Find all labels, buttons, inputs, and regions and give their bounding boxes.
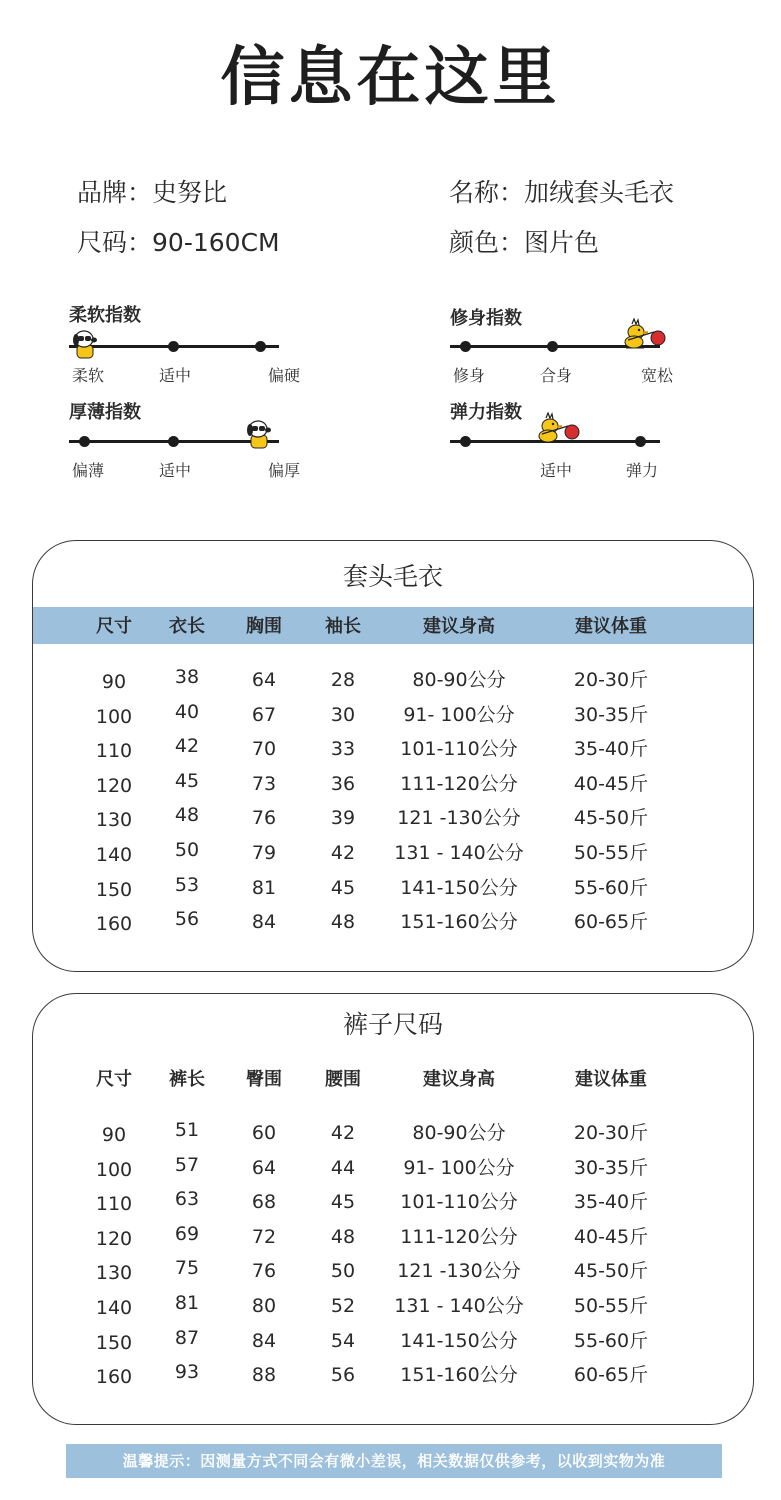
fit-index-title: 修身指数 xyxy=(450,308,522,329)
pants-cell-height: 131 - 140公分 xyxy=(394,1295,524,1317)
pants-cell-height: 141-150公分 xyxy=(400,1329,518,1352)
fit-label-loose: 宽松 xyxy=(640,366,674,385)
sweater-size-card xyxy=(32,540,754,972)
woodstock-icon xyxy=(536,412,580,446)
pants-cell-chest: 72 xyxy=(251,1225,277,1248)
tip-banner: 温馨提示：因测量方式不同会有微小差误，相关数据仅供参考，以收到实物为准 xyxy=(66,1444,722,1478)
sweater-header-size: 尺寸 xyxy=(96,616,132,637)
fit-dot-left xyxy=(460,341,471,352)
sweater-header-chest: 胸围 xyxy=(246,616,282,637)
softness-dot-right xyxy=(255,341,266,352)
fit-label-slim: 修身 xyxy=(452,366,486,385)
pants-cell-height: 151-160公分 xyxy=(400,1364,518,1387)
sweater-cell-weight: 40-45斤 xyxy=(573,772,649,795)
pants-cell-sleeve: 54 xyxy=(330,1329,356,1352)
pants-cell-size: 140 xyxy=(95,1297,133,1319)
pants-cell-height: 111-120公分 xyxy=(400,1225,518,1248)
name-info xyxy=(449,178,674,208)
pants-cell-length: 63 xyxy=(174,1188,200,1211)
sweater-cell-size: 130 xyxy=(95,809,133,832)
sweater-cell-sleeve: 45 xyxy=(330,876,356,899)
elasticity-dot-right xyxy=(635,436,646,447)
woodstock-icon xyxy=(622,318,666,352)
sweater-cell-size: 100 xyxy=(95,705,133,728)
sweater-cell-length: 48 xyxy=(174,804,200,827)
pants-cell-length: 57 xyxy=(174,1153,200,1176)
pants-cell-size: 160 xyxy=(95,1366,133,1389)
sweater-cell-sleeve: 33 xyxy=(330,738,356,761)
softness-label-medium: 适中 xyxy=(158,366,192,385)
pants-cell-height: 91- 100公分 xyxy=(403,1156,515,1179)
elasticity-label-medium: 适中 xyxy=(539,461,573,480)
thickness-index-title: 厚薄指数 xyxy=(69,402,141,423)
pants-cell-chest: 84 xyxy=(251,1329,277,1352)
pants-cell-chest: 64 xyxy=(251,1156,277,1179)
pants-cell-weight: 55-60斤 xyxy=(573,1329,649,1352)
color-info xyxy=(449,228,599,258)
sweater-cell-weight: 30-35斤 xyxy=(573,703,649,726)
sweater-cell-weight: 45-50斤 xyxy=(573,807,649,830)
sweater-cell-sleeve: 42 xyxy=(330,842,356,864)
sweater-table-title: 套头毛衣 xyxy=(342,562,443,591)
sweater-cell-length: 42 xyxy=(174,735,200,758)
pants-cell-chest: 80 xyxy=(251,1295,277,1317)
elasticity-dot-left xyxy=(460,436,471,447)
snoopy-icon xyxy=(246,418,276,452)
pants-cell-weight: 45-50斤 xyxy=(573,1260,649,1283)
pants-cell-size: 150 xyxy=(95,1331,133,1354)
name-label: 名称： xyxy=(449,178,525,207)
sweater-cell-sleeve: 30 xyxy=(330,703,356,726)
softness-label-soft: 柔软 xyxy=(71,366,105,385)
pants-cell-length: 75 xyxy=(174,1257,200,1280)
size-value: 90-160CM xyxy=(152,228,280,257)
sweater-cell-sleeve: 48 xyxy=(330,911,356,934)
pants-cell-weight: 30-35斤 xyxy=(573,1156,649,1179)
thickness-label-thin: 偏薄 xyxy=(71,461,105,480)
pants-header-size: 尺寸 xyxy=(96,1069,132,1090)
brand-info xyxy=(77,178,227,208)
pants-size-card xyxy=(32,993,754,1425)
sweater-cell-sleeve: 39 xyxy=(330,807,356,830)
color-label: 颜色： xyxy=(449,228,525,257)
sweater-header-length: 衣长 xyxy=(169,616,205,637)
pants-cell-sleeve: 48 xyxy=(330,1225,356,1248)
sweater-cell-chest: 70 xyxy=(251,738,277,761)
sweater-cell-chest: 76 xyxy=(251,807,277,830)
pants-cell-chest: 76 xyxy=(251,1260,277,1283)
sweater-cell-sleeve: 36 xyxy=(330,772,356,795)
color-value: 图片色 xyxy=(524,228,600,257)
pants-cell-height: 80-90公分 xyxy=(412,1122,506,1144)
softness-index-title: 柔软指数 xyxy=(69,305,141,326)
pants-cell-weight: 40-45斤 xyxy=(573,1225,649,1248)
pants-cell-length: 93 xyxy=(174,1361,200,1384)
elasticity-label-high: 弹力 xyxy=(625,461,659,480)
pants-header-sleeve: 腰围 xyxy=(325,1069,361,1090)
pants-cell-weight: 60-65斤 xyxy=(573,1364,649,1387)
pants-header-height: 建议身高 xyxy=(423,1069,495,1090)
sweater-cell-height: 111-120公分 xyxy=(400,772,518,795)
sweater-cell-weight: 50-55斤 xyxy=(573,842,649,864)
size-label: 尺码： xyxy=(77,228,153,257)
sweater-header-weight: 建议体重 xyxy=(575,616,647,637)
pants-cell-weight: 20-30斤 xyxy=(573,1122,649,1144)
sweater-cell-height: 91- 100公分 xyxy=(403,703,515,726)
brand-value: 史努比 xyxy=(152,178,228,207)
pants-cell-chest: 88 xyxy=(251,1364,277,1387)
pants-cell-length: 51 xyxy=(174,1119,200,1141)
sweater-cell-height: 131 - 140公分 xyxy=(394,842,524,864)
sweater-cell-chest: 84 xyxy=(251,911,277,934)
sweater-cell-height: 141-150公分 xyxy=(400,876,518,899)
pants-cell-weight: 35-40斤 xyxy=(573,1191,649,1214)
pants-cell-size: 130 xyxy=(95,1262,133,1285)
sweater-cell-sleeve: 28 xyxy=(330,669,356,691)
pants-cell-height: 101-110公分 xyxy=(400,1191,518,1214)
sweater-cell-length: 45 xyxy=(174,769,200,792)
pants-cell-size: 90 xyxy=(101,1124,127,1146)
pants-cell-height: 121 -130公分 xyxy=(397,1260,521,1283)
sweater-cell-size: 160 xyxy=(95,913,133,936)
pants-cell-weight: 50-55斤 xyxy=(573,1295,649,1317)
sweater-cell-weight: 20-30斤 xyxy=(573,669,649,691)
pants-cell-chest: 60 xyxy=(251,1122,277,1144)
pants-header-length: 裤长 xyxy=(169,1069,205,1090)
pants-cell-sleeve: 52 xyxy=(330,1295,356,1317)
page-title: 信息在这里 xyxy=(220,41,561,115)
pants-cell-sleeve: 42 xyxy=(330,1122,356,1144)
sweater-cell-length: 40 xyxy=(174,700,200,723)
sweater-cell-weight: 60-65斤 xyxy=(573,911,649,934)
brand-label: 品牌： xyxy=(77,178,153,207)
sweater-cell-size: 140 xyxy=(95,844,133,866)
sweater-cell-weight: 35-40斤 xyxy=(573,738,649,761)
pants-cell-length: 81 xyxy=(174,1292,200,1314)
sweater-header-height: 建议身高 xyxy=(423,616,495,637)
softness-label-hard: 偏硬 xyxy=(267,366,301,385)
pants-cell-chest: 68 xyxy=(251,1191,277,1214)
pants-header-weight: 建议体重 xyxy=(575,1069,647,1090)
elasticity-index-title: 弹力指数 xyxy=(450,402,522,423)
pants-cell-length: 87 xyxy=(174,1326,200,1349)
pants-cell-length: 69 xyxy=(174,1222,200,1245)
pants-cell-sleeve: 44 xyxy=(330,1156,356,1179)
thickness-label-medium: 适中 xyxy=(158,461,192,480)
sweater-cell-size: 150 xyxy=(95,878,133,901)
pants-header-chest: 臀围 xyxy=(246,1069,282,1090)
sweater-cell-length: 38 xyxy=(174,666,200,688)
sweater-cell-chest: 67 xyxy=(251,703,277,726)
thickness-dot-left xyxy=(79,436,90,447)
sweater-cell-chest: 64 xyxy=(251,669,277,691)
size-info xyxy=(77,228,280,258)
fit-label-regular: 合身 xyxy=(539,366,573,385)
softness-dot-mid xyxy=(168,341,179,352)
pants-table-title: 裤子尺码 xyxy=(342,1010,443,1039)
sweater-cell-size: 120 xyxy=(95,774,133,797)
name-value: 加绒套头毛衣 xyxy=(524,178,675,207)
sweater-cell-height: 101-110公分 xyxy=(400,738,518,761)
fit-dot-mid xyxy=(547,341,558,352)
sweater-cell-chest: 81 xyxy=(251,876,277,899)
sweater-cell-height: 151-160公分 xyxy=(400,911,518,934)
pants-cell-size: 120 xyxy=(95,1227,133,1250)
sweater-cell-size: 110 xyxy=(95,740,133,763)
pants-cell-size: 110 xyxy=(95,1193,133,1216)
pants-cell-sleeve: 45 xyxy=(330,1191,356,1214)
pants-cell-sleeve: 56 xyxy=(330,1364,356,1387)
sweater-cell-length: 56 xyxy=(174,908,200,931)
pants-cell-size: 100 xyxy=(95,1158,133,1181)
sweater-cell-height: 121 -130公分 xyxy=(397,807,521,830)
pants-cell-sleeve: 50 xyxy=(330,1260,356,1283)
sweater-cell-length: 53 xyxy=(174,873,200,896)
sweater-cell-height: 80-90公分 xyxy=(412,669,506,691)
sweater-cell-length: 50 xyxy=(174,839,200,861)
sweater-header-sleeve: 袖长 xyxy=(325,616,361,637)
sweater-cell-size: 90 xyxy=(101,671,127,693)
sweater-cell-chest: 73 xyxy=(251,772,277,795)
sweater-cell-weight: 55-60斤 xyxy=(573,876,649,899)
sweater-cell-chest: 79 xyxy=(251,842,277,864)
thickness-label-thick: 偏厚 xyxy=(267,461,301,480)
thickness-dot-mid xyxy=(168,436,179,447)
snoopy-icon xyxy=(72,328,102,362)
